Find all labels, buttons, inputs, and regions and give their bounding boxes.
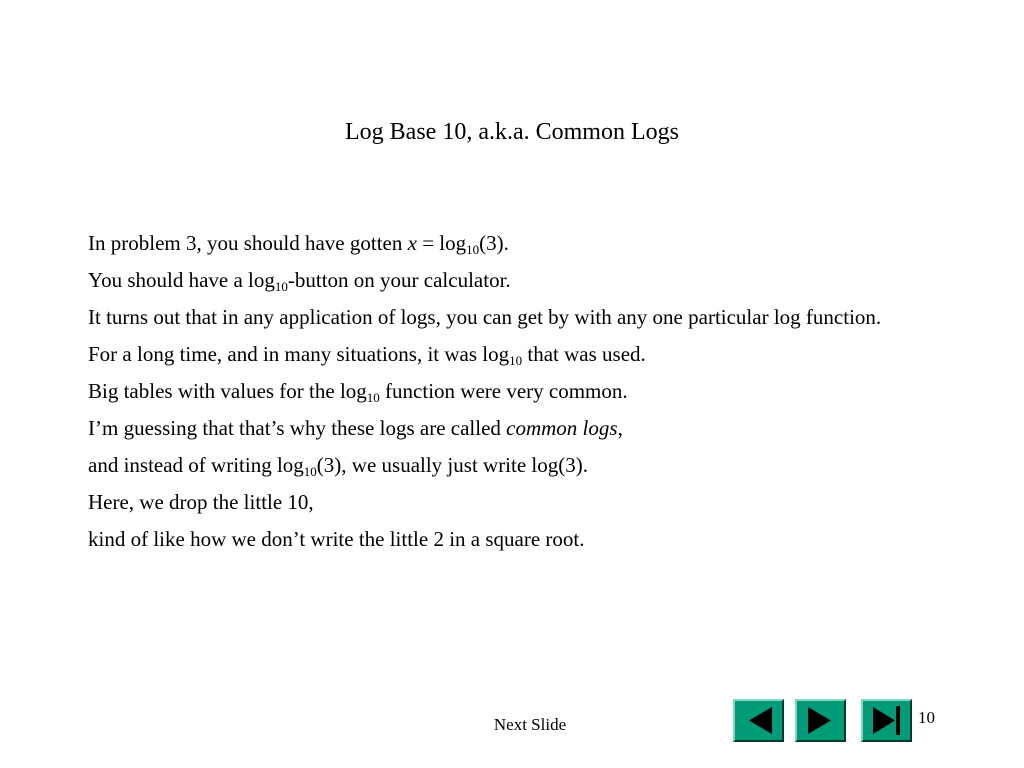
skip-to-end-icon [863, 701, 910, 740]
line-text: that was used. [522, 342, 646, 366]
log-base-subscript: 10 [366, 390, 380, 405]
line-text: Big tables with values for the log [88, 379, 367, 403]
line-text: For a long time, and in many situations, it was log [88, 342, 510, 366]
line-text: function were very common. [379, 379, 628, 403]
log-base-subscript: 10 [274, 279, 288, 294]
list-item [88, 413, 948, 444]
last-slide-button[interactable] [861, 699, 912, 742]
emphasis-common-logs: common logs [506, 416, 618, 440]
line-text: = log [416, 231, 467, 255]
triangle-left-icon [735, 701, 782, 740]
list-item [88, 450, 948, 481]
line-text: You should have a log [88, 268, 275, 292]
list-item [88, 302, 948, 333]
line-text: It turns out that in any application of logs, you can get by with any one particular log function. [88, 305, 882, 329]
list-item [88, 228, 948, 259]
triangle-right-icon [797, 701, 844, 740]
list-item [88, 376, 948, 407]
line-text: kind of like how we don’t write the little 2 in a square root. [88, 527, 585, 551]
log-base-subscript: 10 [509, 353, 523, 368]
line-text: , [617, 416, 623, 440]
log-base-subscript: 10 [303, 464, 317, 479]
page-number: 10 [918, 708, 935, 727]
next-slide-button[interactable] [795, 699, 846, 742]
list-item [88, 339, 948, 370]
line-text: -button on your calculator. [287, 268, 511, 292]
line-text: and instead of writing log [88, 453, 304, 477]
variable-x: x [407, 231, 417, 255]
previous-slide-button[interactable] [733, 699, 784, 742]
line-text: (3), we usually just write log(3). [316, 453, 588, 477]
slide-title: Log Base 10, a.k.a. Common Logs [345, 119, 679, 145]
line-text: (3). [479, 231, 509, 255]
list-item [88, 265, 948, 296]
list-item [88, 487, 948, 518]
line-text: In problem 3, you should have gotten [88, 231, 408, 255]
log-base-subscript: 10 [466, 242, 480, 257]
slide-body [88, 228, 948, 561]
next-slide-link[interactable]: Next Slide [493, 715, 567, 734]
line-text: Here, we drop the little 10, [88, 490, 314, 514]
list-item [88, 524, 948, 555]
line-text: I’m guessing that that’s why these logs are called [88, 416, 507, 440]
